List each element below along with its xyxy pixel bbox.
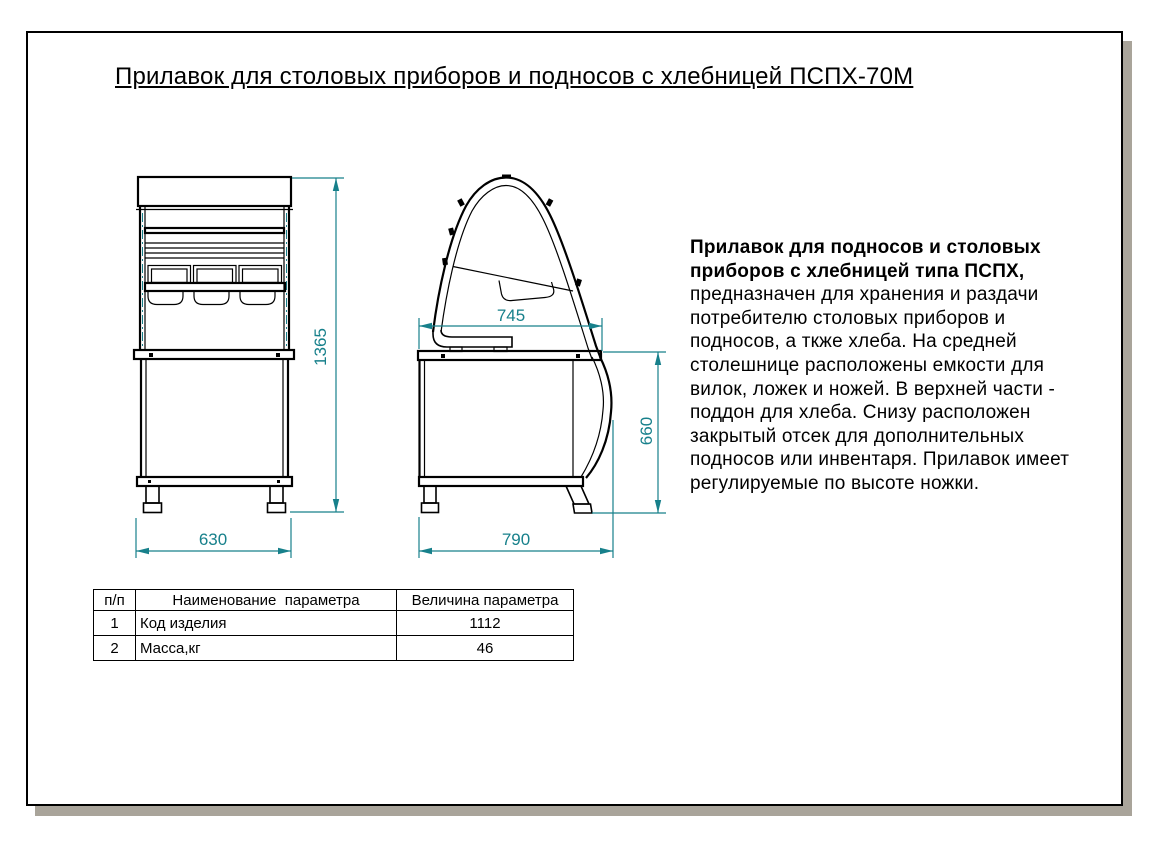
dimension-label-front-height: 1365 [311,328,330,366]
row-name: Масса,кг [136,636,397,661]
table-row [94,636,574,661]
description-text [690,236,1082,496]
dimension-1365 [290,178,344,512]
column-header-num: п/п [94,590,136,611]
front-view-drawing [134,177,294,513]
row-num: 2 [94,636,136,661]
table-row [94,611,574,636]
description-lead: Прилавок для подносов и столовых приборов с хлебницей типа ПСПХ, [690,237,1041,282]
side-view-drawing [418,175,611,514]
spec-table [93,589,574,661]
description-body: предназначен для хранения и раздачи потребителю столовых приборов и подносов, а ткже хлеба. На средней столешнице расположены емкости для вилок, ложек и ножей. В верхней части - поддон для хлеба. Снизу расположен закрытый отсек для дополнительных подносов или инвентаря. Прилавок имеет регулируемые по высоте ножки. [690,284,1070,494]
dimension-745 [419,306,602,351]
dimension-label-side-top-width: 745 [496,306,526,325]
column-header-value: Величина параметра [397,590,574,611]
cutlery-bins [148,266,282,283]
dimension-label-front-width: 630 [198,530,228,549]
dimension-label-side-depth: 790 [501,530,531,549]
row-num: 1 [94,611,136,636]
table-header-row [94,590,574,611]
dimension-790 [419,420,613,558]
cutlery-bowls [148,291,275,305]
page-title: Прилавок для столовых приборов и подносов с хлебницей ПСПХ-70М [115,63,914,90]
dimension-630 [136,518,291,558]
dimension-label-side-body-height: 660 [637,416,656,446]
dimension-660 [592,352,666,513]
row-value: 46 [397,636,574,661]
column-header-name: Наименование параметра [136,590,397,611]
row-name: Код изделия [136,611,397,636]
row-value: 1112 [397,611,574,636]
